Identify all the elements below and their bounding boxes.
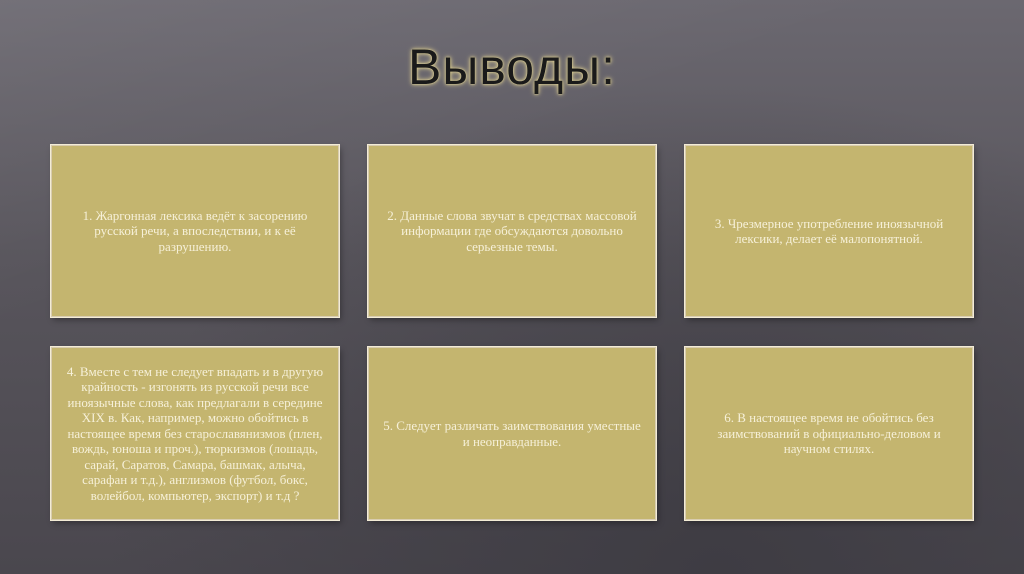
- conclusion-card-6: [685, 347, 973, 520]
- conclusion-text-4: 4. Вместе с тем не следует впадать и в другую крайность - изгонять из русской речи все иноязычные слова, как предлагали в середине XIX в. Как, например, можно обойтись в настоящее время без старославянизмов (плен, вождь, юноша и проч.), тюркизмов (лошадь, сарай, Саратов, Самара, башмак, алыча, сарафан и т.д.), англизмов (футбол, бокс, волейбол, компьютер, экспорт) и т.д ?: [66, 363, 324, 503]
- conclusion-card-5: [368, 347, 656, 520]
- conclusion-card-3: [685, 145, 973, 317]
- conclusion-text-5: 5. Следует различать заимствования уместные и неоправданные.: [383, 418, 641, 449]
- conclusion-text-2: 2. Данные слова звучат в средствах массовой информации где обсуждаются довольно серьезные темы.: [387, 207, 637, 254]
- conclusion-text-1: 1. Жаргонная лексика ведёт к засорению русской речи, а впоследствии, и к её разрушению.: [82, 207, 308, 254]
- conclusion-text-6: 6. В настоящее время не обойтись без заимствований в официально-деловом и научном стилях.: [717, 410, 941, 457]
- conclusion-card-2: [368, 145, 656, 317]
- conclusion-text-3: 3. Чрезмерное употребление иноязычной лексики, делает её малопонятной.: [714, 215, 944, 246]
- slide-title: Выводы:: [407, 39, 616, 95]
- conclusion-card-1: [51, 145, 339, 317]
- conclusion-card-4: [51, 347, 339, 520]
